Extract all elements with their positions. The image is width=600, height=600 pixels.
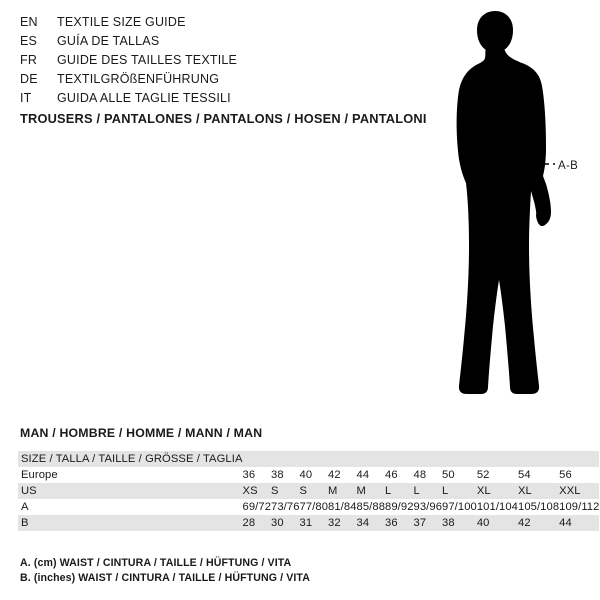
cell: 31: [299, 517, 313, 529]
cell: XXL: [559, 485, 581, 497]
cell: [300, 451, 329, 467]
cell: 42: [518, 517, 531, 529]
cell: 77/80: [299, 501, 329, 513]
footnote-b: B. (inches) WAIST / CINTURA / TAILLE / HÜFTUNG / VITA: [20, 572, 310, 584]
list-item: [20, 53, 350, 72]
row-label: A: [21, 501, 29, 513]
cell: [328, 451, 357, 467]
cell: XS: [242, 485, 258, 497]
cell: 56: [559, 469, 572, 481]
cell: 38: [442, 517, 455, 529]
cell: [442, 451, 477, 467]
cell: 32: [328, 517, 341, 529]
language-title: TEXTILE SIZE GUIDE: [57, 15, 186, 29]
table-row: [18, 483, 599, 499]
row-label: US: [21, 485, 37, 497]
cell: [518, 451, 559, 467]
list-item: [20, 15, 350, 34]
cell: 97/100: [442, 501, 477, 513]
table-row: [18, 451, 599, 467]
cell: 36: [242, 469, 256, 481]
table-row: [18, 515, 599, 531]
row-label: B: [21, 517, 29, 529]
cell: [559, 451, 599, 467]
measure-label-ab: A-B: [558, 160, 579, 172]
list-item: [20, 34, 350, 53]
language-title: TEXTILGRÖßENFÜHRUNG: [57, 72, 220, 86]
cell: 89/92: [385, 501, 414, 513]
man-silhouette-icon: [400, 8, 600, 408]
cell: L: [442, 485, 449, 497]
cell: [271, 451, 300, 467]
cell: 50: [442, 469, 455, 481]
table-row: [18, 467, 599, 483]
cell: [385, 451, 414, 467]
cell: M: [356, 485, 366, 497]
cell: 93/96: [413, 501, 443, 513]
cell: [477, 451, 518, 467]
cell: 44: [559, 517, 572, 529]
cell: 85/88: [356, 501, 386, 513]
language-code: DE: [20, 72, 38, 86]
cell: 52: [476, 469, 490, 481]
language-code: ES: [20, 34, 38, 48]
cell: [357, 451, 386, 467]
language-title: GUIDE DES TAILLES TEXTILE: [57, 53, 238, 67]
cell: [243, 451, 272, 467]
cell: 28: [242, 517, 256, 529]
table-section-heading: MAN / HOMBRE / HOMME / MANN / MAN: [20, 426, 263, 440]
cell: 48: [413, 469, 427, 481]
cell: L: [385, 485, 392, 497]
cell: 44: [356, 469, 370, 481]
silhouette-illustration: [400, 8, 600, 408]
cell: S: [271, 485, 279, 497]
row-label: SIZE / TALLA / TAILLE / GRÖSSE / TAGLIA: [21, 453, 243, 465]
cell: 101/104: [476, 501, 518, 513]
language-code: FR: [20, 53, 38, 67]
cell: L: [413, 485, 420, 497]
cell: 36: [385, 517, 398, 529]
cell: 73/76: [271, 501, 300, 513]
page-title: TROUSERS / PANTALONES / PANTALONS / HOSEN / PANTALONI: [20, 111, 427, 126]
cell: 69/72: [242, 501, 272, 513]
cell: S: [299, 485, 308, 497]
cell: 37: [413, 517, 427, 529]
list-item: [20, 91, 350, 110]
cell: 42: [328, 469, 341, 481]
cell: 40: [299, 469, 313, 481]
language-title: GUÍA DE TALLAS: [57, 34, 160, 48]
row-label: Europe: [21, 469, 58, 481]
language-code: EN: [20, 15, 38, 29]
footnotes: [20, 556, 310, 586]
footnote-a: A. (cm) WAIST / CINTURA / TAILLE / HÜFTUNG / VITA: [20, 557, 292, 569]
language-title: GUIDA ALLE TAGLIE TESSILI: [57, 91, 231, 105]
cell: 46: [385, 469, 398, 481]
language-title-list: [20, 15, 350, 110]
cell: 30: [271, 517, 284, 529]
cell: M: [328, 485, 338, 497]
cell: XL: [518, 485, 532, 497]
table-row: [18, 499, 599, 515]
cell: XL: [476, 485, 491, 497]
cell: 54: [518, 469, 531, 481]
list-item: [20, 72, 350, 91]
cell: 109/112: [559, 501, 600, 513]
language-code: IT: [20, 91, 32, 105]
cell: [414, 451, 443, 467]
size-table: [18, 451, 599, 531]
cell: 81/84: [328, 501, 357, 513]
cell: 105/108: [518, 501, 560, 513]
cell: 34: [356, 517, 370, 529]
cell: 38: [271, 469, 284, 481]
cell: 40: [476, 517, 490, 529]
